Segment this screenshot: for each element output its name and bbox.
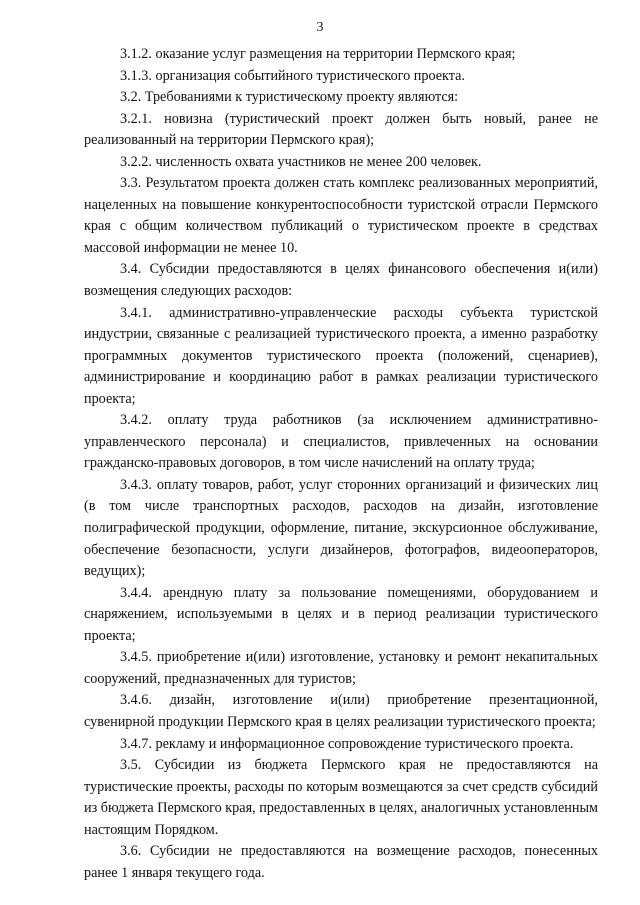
paragraph-3-1-3: 3.1.3. организация событийного туристического проекта. xyxy=(120,67,465,84)
paragraph-3-2-1: 3.2.1. новизна (туристический проект должен быть новый, ранее не реализованный на территории Пермского края); xyxy=(84,110,598,149)
paragraph-3-2: 3.2. Требованиями к туристическому проекту являются: xyxy=(120,89,459,106)
paragraph-3-4-7: 3.4.7. рекламу и информационное сопровождение туристического проекта. xyxy=(120,735,574,752)
document-body xyxy=(84,44,598,884)
paragraph-3-4: 3.4. Субсидии предоставляются в целях финансового обеспечения и(или) возмещения следующих расходов: xyxy=(84,261,598,300)
paragraph-3-4-2: 3.4.2. оплату труда работников (за исключением административно-управленческого персонала) и специалистов, привлеченных на основании гражданско-правовых договоров, в том числе начислений на оплату труда; xyxy=(84,412,598,472)
paragraph-3-2-2: 3.2.2. численность охвата участников не менее 200 человек. xyxy=(120,153,482,170)
paragraph-3-5: 3.5. Субсидии из бюджета Пермского края не предоставляются на туристические проекты, расходы по которым возмещаются за счет средств субсидий из бюджета Пермского края, предоставленных в целях, аналогичных установленным настоящим Порядком. xyxy=(84,757,598,838)
paragraph-3-3: 3.3. Результатом проекта должен стать комплекс реализованных мероприятий, нацеленных на повышение конкурентоспособности туристской отрасли Пермского края с общим количеством публикаций о туристическом проекте в средствах массовой информации не менее 10. xyxy=(84,175,598,256)
paragraph-3-4-1: 3.4.1. административно-управленческие расходы субъекта туристской индустрии, связанные с реализацией туристического проекта, а именно разработку программных документов туристического проекта (положений, сценариев), администрирование и координацию работ в рамках реализации туристического проекта; xyxy=(84,304,598,407)
paragraph-3-4-3: 3.4.3. оплату товаров, работ, услуг сторонних организаций и физических лиц (в том числе транспортных расходов, расходов на дизайн, изготовление полиграфической продукции, оформление, питание, экскурсионное обслуживание, обеспечение безопасности, услуги дизайнеров, фотографов, видеооператоров, ведущих); xyxy=(84,476,598,580)
paragraph-3-4-4: 3.4.4. арендную плату за пользование помещениями, оборудованием и снаряжением, используемыми в целях и в период реализации туристического проекта; xyxy=(84,584,598,644)
paragraph-3-4-5: 3.4.5. приобретение и(или) изготовление, установку и ремонт некапитальных сооружений, предназначенных для туристов; xyxy=(84,649,598,687)
paragraph-3-4-6: 3.4.6. дизайн, изготовление и(или) приобретение презентационной, сувенирной продукции Пермского края в целях реализации туристического проекта; xyxy=(84,692,598,730)
paragraph-3-6: 3.6. Субсидии не предоставляются на возмещение расходов, понесенных ранее 1 января текущего года. xyxy=(84,843,598,881)
page-number: 3 xyxy=(316,20,324,35)
paragraph-3-1-2: 3.1.2. оказание услуг размещения на территории Пермского края; xyxy=(120,46,516,62)
